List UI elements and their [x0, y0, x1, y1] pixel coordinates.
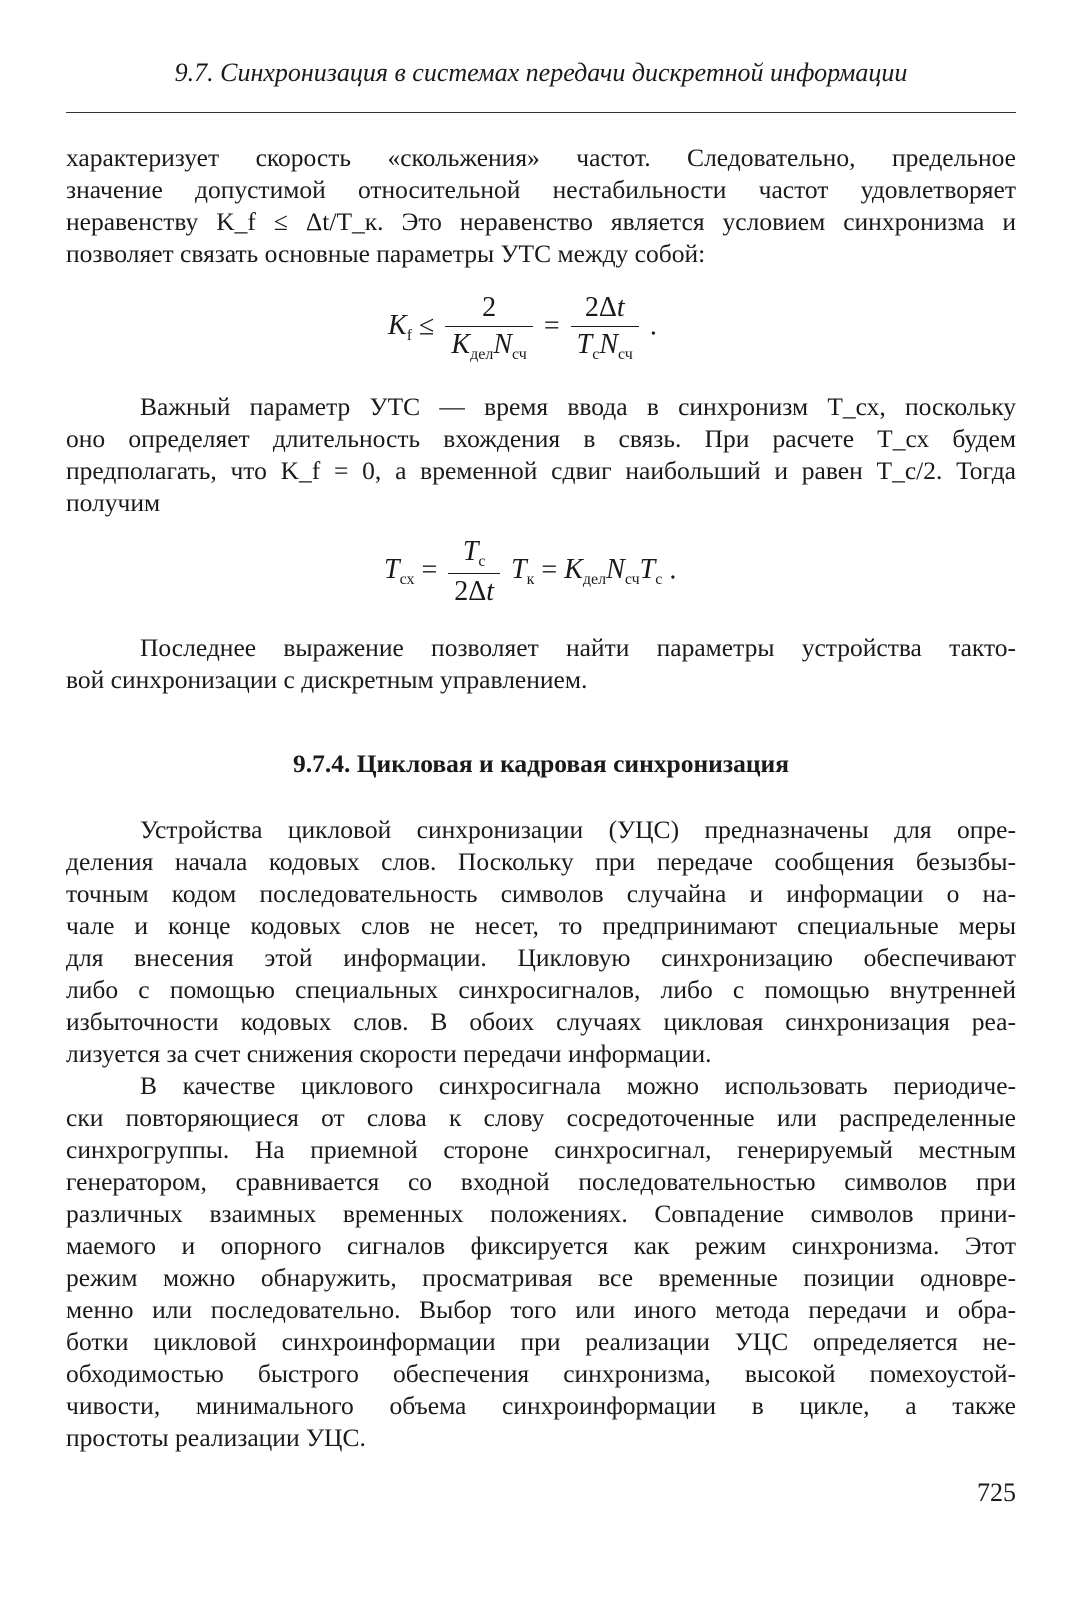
header-divider — [66, 112, 1016, 113]
paragraph-4-line: избыточности кодовых слов. В обоих случаях цикловая синхронизация реа- — [66, 1007, 1016, 1036]
paragraph-5-line: синхрогруппы. На приемной стороне синхросигнал, генерируемый местным — [66, 1135, 1016, 1164]
paragraph-1-line: значение допустимой относительной нестабильности частот удовлетворяет — [66, 175, 1016, 204]
running-header: 9.7. Синхронизация в системах передачи дискретной информации — [174, 58, 908, 87]
paragraph-5-line: В качестве циклового синхросигнала можно использовать периодиче- — [140, 1071, 1016, 1100]
paragraph-1-line: характеризует скорость «скольжения» частот. Следовательно, предельное — [66, 143, 1016, 172]
section-heading: 9.7.4. Цикловая и кадровая синхронизация — [292, 749, 790, 778]
paragraph-5-line: ботки цикловой синхроинформации при реализации УЦС определяется не- — [66, 1327, 1016, 1356]
paragraph-4-line: точным кодом последовательность символов случайна и информации о на- — [66, 879, 1016, 908]
paragraph-5-line: генератором, сравнивается со входной последовательностью символов при — [66, 1167, 1016, 1196]
paragraph-5-line: маемого и опорного сигналов фиксируется как режим синхронизма. Этот — [66, 1231, 1016, 1260]
paragraph-5-line: различных взаимных временных положениях. Совпадение символов прини- — [66, 1199, 1016, 1228]
equation-1: $K_f$ ≤ $\frac{2}{K_{дел}N_{сч}}$ = $\frac{2\Delta t}{T_сN_{сч}}$ . — [388, 292, 657, 363]
paragraph-2-line: Важный параметр УТС — время ввода в синхронизм T_сх, поскольку — [140, 392, 1016, 421]
paragraph-2-line: оно определяет длительность вхождения в связь. При расчете T_сх будем — [66, 424, 1016, 453]
page-number: 725 — [977, 1478, 1016, 1507]
paragraph-5-line: простоты реализации УЦС. — [66, 1423, 366, 1452]
paragraph-5-line: менно или последовательно. Выбор того или иного метода передачи и обра- — [66, 1295, 1016, 1324]
paragraph-4-line: лизуется за счет снижения скорости передачи информации. — [66, 1039, 712, 1068]
paragraph-5 — [66, 1070, 1016, 1454]
paragraph-2 — [66, 391, 1016, 519]
paragraph-1-line: неравенству K_f ≤ Δt/T_к. Это неравенство является условием синхронизма и — [66, 207, 1016, 236]
paragraph-2-line: получим — [66, 488, 161, 517]
paragraph-4 — [66, 814, 1016, 1070]
paragraph-3 — [66, 632, 1016, 696]
paragraph-1 — [66, 142, 1016, 270]
paragraph-4-line: чале и конце кодовых слов не несет, то предпринимают специальные меры — [66, 911, 1016, 940]
paragraph-4-line: для внесения этой информации. Цикловую синхронизацию обеспечивают — [66, 943, 1016, 972]
paragraph-5-line: режим можно обнаружить, просматривая все временные позиции одновре- — [66, 1263, 1016, 1292]
paragraph-2-line: предполагать, что K_f = 0, а временной сдвиг наибольший и равен T_с/2. Тогда — [66, 456, 1016, 485]
paragraph-3-line: вой синхронизации с дискретным управлением. — [66, 665, 588, 694]
paragraph-5-line: ски повторяющиеся от слова к слову сосредоточенные или распределенные — [66, 1103, 1016, 1132]
paragraph-1-line: позволяет связать основные параметры УТС между собой: — [66, 239, 706, 268]
paragraph-5-line: чивости, минимального объема синхроинформации в цикле, а также — [66, 1391, 1016, 1420]
paragraph-4-line: либо с помощью специальных синхросигналов, либо с помощью внутренней — [66, 975, 1016, 1004]
paragraph-3-line: Последнее выражение позволяет найти параметры устройства такто- — [140, 633, 1016, 662]
paragraph-5-line: обходимостью быстрого обеспечения синхронизма, высокой помехоустой- — [66, 1359, 1016, 1388]
paragraph-4-line: Устройства цикловой синхронизации (УЦС) предназначены для опре- — [140, 815, 1016, 844]
paragraph-4-line: деления начала кодовых слов. Поскольку при передаче сообщения безызбы- — [66, 847, 1016, 876]
equation-2: $T_{сх}$ = $\frac{T_с}{2\Delta t}$ $T_к = K_{дел}N_{сч}T_с$ . — [384, 536, 677, 607]
